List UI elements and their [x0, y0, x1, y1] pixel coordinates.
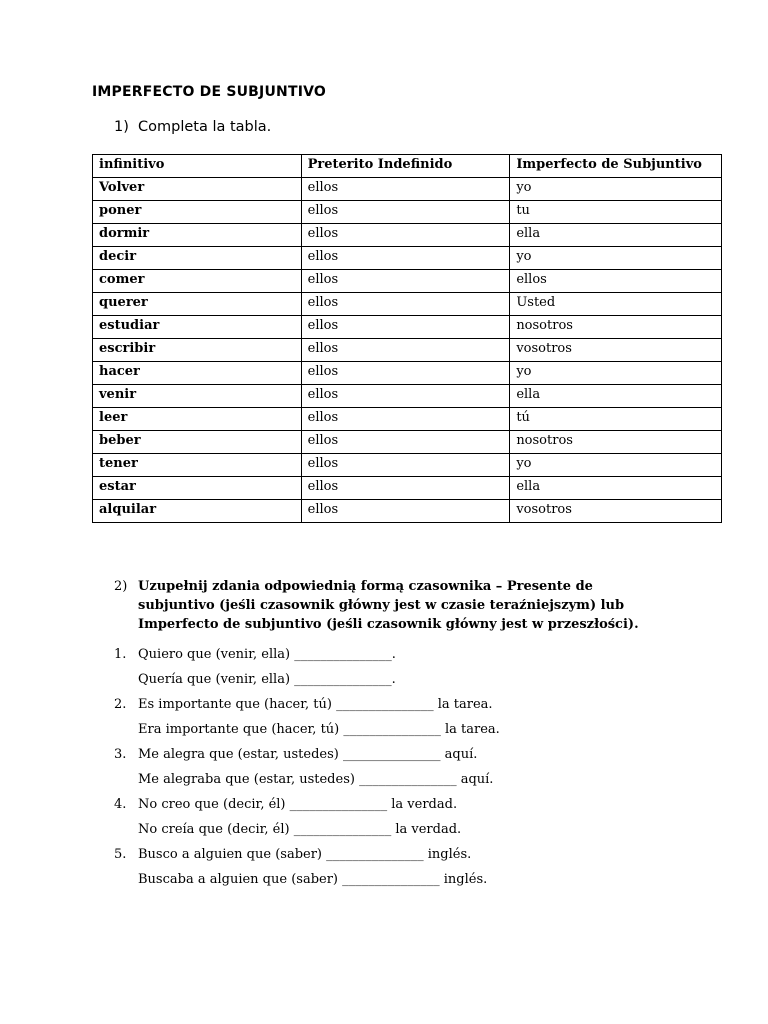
cell-preterito-indefinido[interactable]: ellos	[301, 247, 510, 270]
cell-imperfecto-de-subjuntivo[interactable]: vosotros	[510, 339, 722, 362]
column-header-infinitivo: infinitivo	[93, 155, 302, 178]
sentence-past: Quería que (venir, ella) _______________.	[138, 672, 396, 687]
column-header-preterito-indefinido: Preterito Indefinido	[301, 155, 510, 178]
cell-imperfecto-de-subjuntivo[interactable]: vosotros	[510, 500, 722, 523]
cell-imperfecto-de-subjuntivo[interactable]: yo	[510, 247, 722, 270]
task-1-text: Completa la tabla.	[138, 119, 272, 135]
table-row	[93, 362, 722, 385]
cell-preterito-indefinido[interactable]: ellos	[301, 316, 510, 339]
cell-infinitivo: dormir	[93, 224, 302, 247]
cell-preterito-indefinido[interactable]: ellos	[301, 178, 510, 201]
cell-preterito-indefinido[interactable]: ellos	[301, 201, 510, 224]
task-1-number: 1)	[114, 119, 129, 135]
table-row	[93, 247, 722, 270]
sentence-past: Me alegraba que (estar, ustedes) _______________ aquí.	[138, 772, 494, 787]
table-header-row	[93, 155, 722, 178]
cell-infinitivo: hacer	[93, 362, 302, 385]
sentence-past: No creía que (decir, él) _______________ la verdad.	[138, 822, 462, 837]
table-row	[93, 477, 722, 500]
table-row	[93, 270, 722, 293]
cell-preterito-indefinido[interactable]: ellos	[301, 362, 510, 385]
sentence-present: Me alegra que (estar, ustedes) _______________ aquí.	[138, 747, 478, 762]
cell-infinitivo: beber	[93, 431, 302, 454]
sentence-past: Buscaba a alguien que (saber) _______________ inglés.	[138, 872, 488, 887]
cell-imperfecto-de-subjuntivo[interactable]: yo	[510, 178, 722, 201]
cell-infinitivo: escribir	[93, 339, 302, 362]
cell-imperfecto-de-subjuntivo[interactable]: yo	[510, 362, 722, 385]
page-title: IMPERFECTO DE SUBJUNTIVO	[92, 84, 326, 100]
table-row	[93, 224, 722, 247]
cell-preterito-indefinido[interactable]: ellos	[301, 385, 510, 408]
cell-preterito-indefinido[interactable]: ellos	[301, 293, 510, 316]
cell-preterito-indefinido[interactable]: ellos	[301, 224, 510, 247]
cell-infinitivo: leer	[93, 408, 302, 431]
cell-preterito-indefinido[interactable]: ellos	[301, 339, 510, 362]
cell-infinitivo: Volver	[93, 178, 302, 201]
task-1-instruction	[114, 119, 271, 135]
sentence-present: Busco a alguien que (saber) _______________ inglés.	[138, 847, 472, 862]
cell-infinitivo: comer	[93, 270, 302, 293]
table-row	[93, 293, 722, 316]
cell-preterito-indefinido[interactable]: ellos	[301, 477, 510, 500]
table-row	[93, 178, 722, 201]
table-row	[93, 408, 722, 431]
cell-imperfecto-de-subjuntivo[interactable]: tú	[510, 408, 722, 431]
cell-infinitivo: estudiar	[93, 316, 302, 339]
task-2-text: Uzupełnij zdania odpowiednią formą czasownika – Presente de subjuntivo (jeśli czasownik główny jest w czasie teraźniejszym) lub Imperfecto de subjuntivo (jeśli czasownik główny jest w przeszłości).	[138, 579, 639, 632]
sentence-present: No creo que (decir, él) _______________ la verdad.	[138, 797, 458, 812]
cell-infinitivo: poner	[93, 201, 302, 224]
sentence-present: Es importante que (hacer, tú) _______________ la tarea.	[138, 697, 493, 712]
cell-preterito-indefinido[interactable]: ellos	[301, 431, 510, 454]
cell-preterito-indefinido[interactable]: ellos	[301, 454, 510, 477]
cell-infinitivo: venir	[93, 385, 302, 408]
cell-imperfecto-de-subjuntivo[interactable]: tu	[510, 201, 722, 224]
verb-table	[92, 154, 722, 523]
table-row	[93, 316, 722, 339]
cell-infinitivo: querer	[93, 293, 302, 316]
sentence-number: 1.	[114, 647, 127, 662]
sentence-number: 3.	[114, 747, 127, 762]
cell-imperfecto-de-subjuntivo[interactable]: Usted	[510, 293, 722, 316]
cell-infinitivo: alquilar	[93, 500, 302, 523]
cell-imperfecto-de-subjuntivo[interactable]: yo	[510, 454, 722, 477]
table-row	[93, 385, 722, 408]
table-row	[93, 431, 722, 454]
cell-imperfecto-de-subjuntivo[interactable]: ella	[510, 385, 722, 408]
table-body	[93, 178, 722, 523]
sentence-number: 4.	[114, 797, 127, 812]
sentence-number: 5.	[114, 847, 127, 862]
cell-preterito-indefinido[interactable]: ellos	[301, 408, 510, 431]
table-row	[93, 339, 722, 362]
cell-imperfecto-de-subjuntivo[interactable]: nosotros	[510, 431, 722, 454]
sentence-number: 2.	[114, 697, 127, 712]
cell-imperfecto-de-subjuntivo[interactable]: ellos	[510, 270, 722, 293]
sentence-past: Era importante que (hacer, tú) _______________ la tarea.	[138, 722, 500, 737]
cell-imperfecto-de-subjuntivo[interactable]: nosotros	[510, 316, 722, 339]
task-2-instruction	[114, 577, 674, 634]
cell-infinitivo: decir	[93, 247, 302, 270]
cell-infinitivo: estar	[93, 477, 302, 500]
table-row	[93, 500, 722, 523]
cell-preterito-indefinido[interactable]: ellos	[301, 500, 510, 523]
table-row	[93, 454, 722, 477]
cell-imperfecto-de-subjuntivo[interactable]: ella	[510, 224, 722, 247]
cell-preterito-indefinido[interactable]: ellos	[301, 270, 510, 293]
task-2-number: 2)	[114, 579, 128, 594]
table-row	[93, 201, 722, 224]
cell-infinitivo: tener	[93, 454, 302, 477]
cell-imperfecto-de-subjuntivo[interactable]: ella	[510, 477, 722, 500]
column-header-imperfecto-de-subjuntivo: Imperfecto de Subjuntivo	[510, 155, 722, 178]
sentence-present: Quiero que (venir, ella) _______________.	[138, 647, 396, 662]
